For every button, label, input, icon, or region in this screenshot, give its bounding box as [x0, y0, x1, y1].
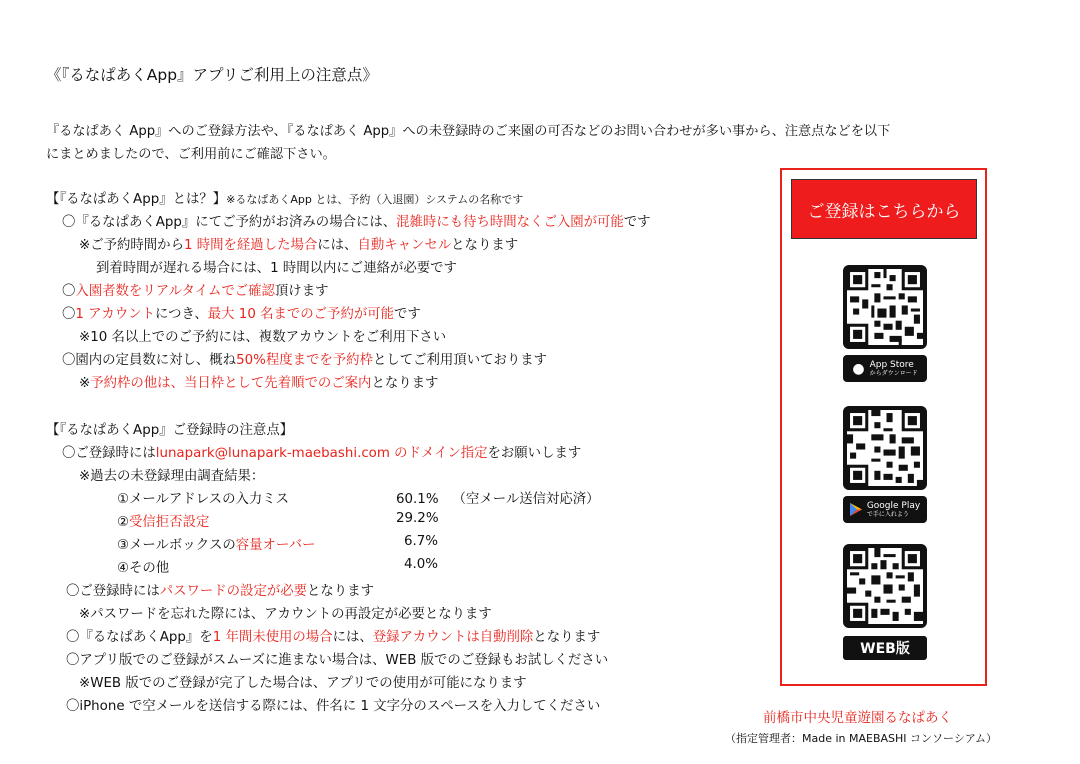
text: となります [371, 376, 439, 391]
qr-icon [847, 269, 923, 345]
text: には、 [317, 238, 358, 253]
text: 〇『るなぱあくApp』を [66, 630, 213, 645]
register-button[interactable]: ご登録はこちらから [791, 179, 977, 239]
googleplay-label: Google Play [866, 501, 921, 511]
section2-line-7: ※WEB 版でのご登録が完了した場合は、アプリでの使用が可能になります [79, 676, 527, 691]
text: 〇園内の定員数に対し、概ね [62, 353, 237, 368]
section1-line-6: ※10 名以上でのご予約には、複数アカウントをご利用下さい [79, 330, 447, 345]
highlight: パスワードの設定が必要 [159, 584, 308, 599]
text: ※ご予約時間から [79, 238, 184, 253]
googleplay-badge-text [867, 501, 920, 518]
googleplay-qr-code[interactable] [843, 406, 927, 490]
text: には、 [332, 630, 373, 645]
highlight: 受信拒否設定 [129, 515, 210, 530]
text: ② [117, 515, 130, 530]
section1-heading-row [46, 188, 523, 207]
web-qr-code[interactable] [843, 544, 927, 628]
highlight: 1 年間未使用の場合 [212, 630, 333, 645]
highlight: 容量オーバー [235, 538, 316, 553]
highlight: 入園者数をリアルタイムでご確認 [75, 284, 275, 299]
text: としてご利用頂いております [372, 353, 548, 368]
highlight: 自動キャンセル [357, 238, 452, 253]
domain-highlight: lunapark@lunapark-maebashi.com のドメイン指定 [155, 446, 488, 461]
appstore-badge[interactable] [843, 355, 927, 382]
qr-icon [847, 548, 923, 624]
section1-line-1 [62, 211, 651, 230]
appstore-badge-text [870, 360, 918, 377]
reason-4-label [117, 557, 169, 576]
intro-line-1: 『るなぱあく App』へのご登録方法や、『るなぱあく App』への未登録時のご来園の可否などのお問い合わせが多い事から、注意点などを以下 [46, 124, 891, 139]
highlight: 登録アカウントは自動削除 [372, 630, 534, 645]
reason-2-value: 29.2% [396, 511, 439, 526]
section1-line-8 [79, 372, 438, 391]
appstore-sublabel: からダウンロード [869, 370, 918, 377]
section2-heading: 【『るなぱあくApp』ご登録時の注意点】 [46, 423, 294, 438]
text: 〇 [62, 307, 76, 322]
section1-line-4 [62, 280, 328, 299]
reason-4-value: 4.0% [404, 557, 439, 572]
text: 〇ご登録時には [66, 584, 160, 599]
text: です [394, 307, 421, 322]
text: 〇『るなぱあくApp』にてご予約がお済みの場合には、 [62, 215, 397, 230]
section2-line-4: ※パスワードを忘れた際には、アカウントの再設定が必要となります [79, 607, 492, 622]
reason-1-value [396, 488, 600, 507]
section1-line-2 [79, 234, 518, 253]
googleplay-icon [850, 503, 862, 516]
highlight: 1 アカウント [75, 307, 155, 322]
section2-line-3 [66, 580, 374, 599]
highlight: 予約枠の他は、当日枠として先着順でのご案内 [90, 376, 372, 391]
manager-note: （指定管理者：Made in MAEBASHI コンソーシアム） [725, 732, 998, 745]
section2-line-1 [62, 442, 581, 461]
intro-line-2: にまとめましたので、ご利用前にご確認下さい。 [46, 147, 336, 162]
section1-line-7 [62, 349, 547, 368]
organization-name: 前橋市中央児童遊園るなぱあく [763, 710, 952, 726]
value: 60.1% [396, 492, 439, 507]
appstore-label: App Store [869, 360, 914, 370]
qr-icon [847, 410, 923, 486]
text: につき、 [155, 307, 208, 322]
section2-line-6: 〇アプリ版でのご登録がスムーズに進まない場合は、WEB 版でのご登録もお試しください [66, 653, 609, 668]
page-title: 《『るなぱあくApp』アプリご利用上の注意点》 [46, 66, 378, 84]
highlight: 50%程度までを予約枠 [236, 353, 373, 368]
web-version-badge[interactable]: WEB版 [843, 636, 927, 660]
highlight: 1 時間を経過した場合 [183, 238, 318, 253]
reason-3-label [117, 534, 315, 553]
text: ③メールボックスの [117, 538, 236, 553]
highlight: 混雑時にも待ち時間なくご入園が可能 [396, 215, 624, 230]
section2-line-2: ※過去の未登録理由調査結果： [79, 469, 265, 484]
text: となります [307, 584, 374, 599]
reason-3-value: 6.7% [404, 534, 439, 549]
text: 〇 [62, 284, 76, 299]
note: （空メール送信対応済） [452, 492, 600, 507]
reason-1-label [117, 488, 289, 507]
section1-line-5 [62, 303, 421, 322]
appstore-qr-code[interactable] [843, 265, 927, 349]
section2-line-8: 〇iPhone で空メールを送信する際には、件名に 1 文字分のスペースを入力してください [66, 699, 601, 714]
section1-heading: 【『るなぱあくApp』とは？】 [46, 192, 227, 207]
text: 〇ご登録時には [62, 446, 156, 461]
text: となります [533, 630, 601, 645]
text: となります [451, 238, 519, 253]
text: です [623, 215, 651, 230]
section1-line-3: 到着時間が遅れる場合には、1 時間以内にご連絡が必要です [96, 261, 457, 276]
googleplay-sublabel: で手に入れよう [866, 511, 909, 518]
text: ①メールアドレスの入力ミス [117, 492, 290, 507]
section2-line-5 [66, 626, 600, 645]
section1-heading-note: ※るなぱあくApp とは、予約（入退園）システムの名称です [226, 193, 524, 206]
apple-icon: ● [852, 360, 865, 377]
text: ④その他 [117, 561, 170, 576]
reason-2-label [117, 511, 209, 530]
highlight: 最大 10 名までのご予約が可能 [207, 307, 395, 322]
text: をお願いします [487, 446, 582, 461]
text: ※ [79, 376, 91, 391]
googleplay-badge[interactable] [843, 496, 927, 523]
text: 頂けます [274, 284, 329, 299]
registration-panel [780, 168, 987, 686]
